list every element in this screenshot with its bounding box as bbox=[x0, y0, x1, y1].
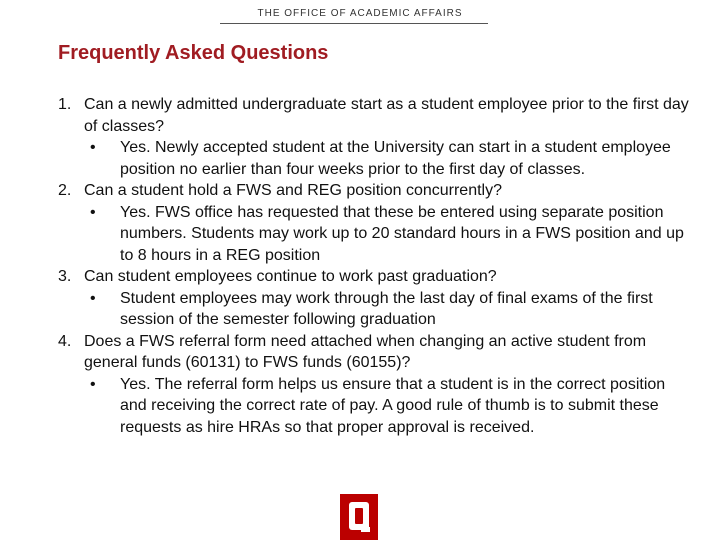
faq-list bbox=[0, 94, 720, 438]
faq-question bbox=[0, 94, 720, 137]
header-divider bbox=[220, 23, 488, 24]
faq-answer-text: Yes. Newly accepted student at the University can start in a student employee position no earlier than four weeks prior to the first day of classes. bbox=[120, 139, 671, 178]
faq-question bbox=[0, 180, 720, 202]
bullet-icon: • bbox=[90, 139, 96, 156]
faq-question-number: 3. bbox=[58, 268, 72, 285]
faq-answer-text: Yes. The referral form helps us ensure that a student is in the correct position and receiving the correct rate of pay. A good rule of thumb is to submit these requests as hire HRAs so that proper approval is received. bbox=[120, 375, 666, 436]
faq-answer-text: Yes. FWS office has requested that these be entered using separate position numbers. Students may work up to 20 standard hours in a FWS position and up to 8 hours in a REG position bbox=[120, 203, 684, 264]
block-o-logo-icon bbox=[340, 494, 378, 540]
faq-answer-text: Student employees may work through the last day of final exams of the first session of the semester following graduation bbox=[120, 289, 653, 328]
bullet-icon: • bbox=[90, 203, 96, 221]
faq-question-number: 2. bbox=[58, 182, 72, 199]
header-org-name: THE OFFICE OF ACADEMIC AFFAIRS bbox=[257, 8, 463, 19]
faq-question bbox=[0, 266, 720, 288]
faq-answer bbox=[0, 137, 720, 180]
faq-question-text: Can a student hold a FWS and REG position concurrently? bbox=[84, 182, 502, 199]
faq-question-number: 1. bbox=[58, 96, 72, 113]
faq-item bbox=[0, 94, 720, 180]
faq-item bbox=[0, 266, 720, 331]
faq-question-number: 4. bbox=[58, 332, 72, 350]
faq-answer bbox=[0, 288, 720, 331]
faq-item bbox=[0, 331, 720, 439]
bullet-icon: • bbox=[90, 375, 96, 393]
faq-item bbox=[0, 180, 720, 266]
faq-answer bbox=[0, 202, 720, 267]
bullet-icon: • bbox=[90, 289, 96, 307]
faq-question bbox=[0, 331, 720, 374]
faq-question-text: Can a newly admitted undergraduate start as a student employee prior to the first day of classes? bbox=[84, 96, 689, 135]
faq-answer bbox=[0, 374, 720, 439]
faq-question-text: Can student employees continue to work past graduation? bbox=[84, 268, 497, 285]
page-title: Frequently Asked Questions bbox=[58, 42, 329, 64]
faq-question-text: Does a FWS referral form need attached when changing an active student from general funds (60131) to FWS funds (60155)? bbox=[84, 332, 647, 371]
